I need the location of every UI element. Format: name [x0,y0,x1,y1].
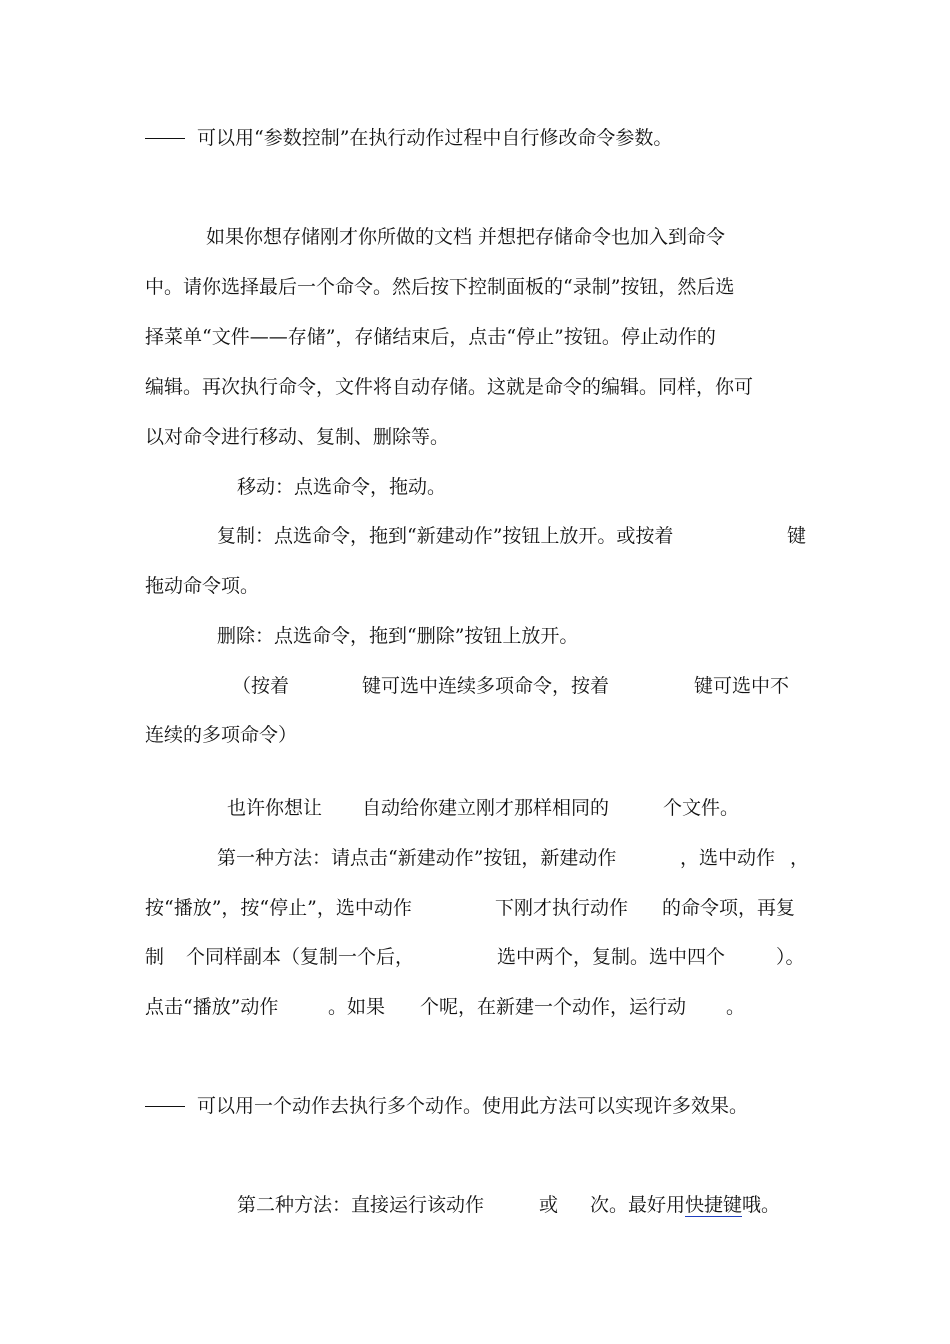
text-m1-l2b: 下刚才执行动作 [495,897,629,919]
text-m2a: 第二种方法：直接运行该动作 [237,1194,485,1216]
text-m1-l1b: ，选中动作 [680,847,776,869]
text-m1-l2a: 按“播放”，按“停止”，选中动作 [145,897,412,919]
text-note-l1a: （按着 [232,675,290,697]
text-save-l5: 以对命令进行移动、复制、删除等。 [145,426,450,448]
dash-paragraph-2 [145,1094,748,1118]
text-m1-l3c: 选中两个，复制。选中四个 [497,946,726,968]
text-m1-l2c: 的命令项，再复 [662,897,796,919]
text-move: 移动：点选命令，拖动。 [237,476,447,498]
text-note-l2: 连续的多项命令） [145,724,298,746]
text-m1-l1c: ， [790,847,810,869]
text-m1-l4a: 点击“播放”动作 [145,996,279,1018]
text-copy-l1a: 复制：点选命令，拖到“新建动作”按钮上放开。或按着 [217,525,674,547]
text-maybe-c: 个文件。 [663,797,740,819]
text-save-l1: 如果你想存储刚才你所做的文档 并想把存储命令也加入到命令 [206,226,726,248]
text-m1-l3d: ）。 [776,946,805,968]
text-save-l3: 择菜单“文件——存储”，存储结束后，点击“停止”按钮。停止动作的 [145,326,716,348]
text-save-l4: 编辑。再次执行命令，文件将自动存储。这就是命令的编辑。同样，你可 [145,376,754,398]
text-m2d: 哦。 [742,1194,781,1216]
em-dash-rule [145,1106,185,1107]
text-maybe-a: 也许你想让 [227,797,323,819]
text-m1-l3a: 制 [145,946,165,968]
text-note-l1c: 键可选中不 [694,675,790,697]
text-copy-l1b: 键 [787,525,807,547]
text-copy-l2: 拖动命令项。 [145,575,260,597]
text-param-control: 可以用“参数控制”在执行动作过程中自行修改命令参数。 [197,127,673,149]
text-m2c: 次。最好用 [590,1194,686,1216]
shortcut-key-link[interactable]: 快捷键 [685,1194,743,1216]
text-save-l2: 中。请你选择最后一个命令。然后按下控制面板的“录制”按钮，然后选 [145,276,735,298]
text-m1-l1a: 第一种方法：请点击“新建动作”按钮，新建动作 [217,847,617,869]
text-m1-l4d: 。 [726,996,746,1018]
text-m1-l4c: 个呢，在新建一个动作，运行动 [420,996,687,1018]
text-delete: 删除：点选命令，拖到“删除”按钮上放开。 [217,625,579,647]
text-note-l1b: 键可选中连续多项命令，按着 [362,675,610,697]
text-m2b: 或 [539,1194,559,1216]
text-maybe-b: 自动给你建立刚才那样相同的 [362,797,610,819]
text-multi-action: 可以用一个动作去执行多个动作。使用此方法可以实现许多效果。 [197,1095,749,1117]
text-m1-l4b: 。如果 [328,996,386,1018]
em-dash-rule [145,138,185,139]
text-m1-l3b: 个同样副本（复制一个后， [186,946,415,968]
text-m2-tail [590,1193,780,1217]
dash-paragraph-1 [145,126,672,150]
